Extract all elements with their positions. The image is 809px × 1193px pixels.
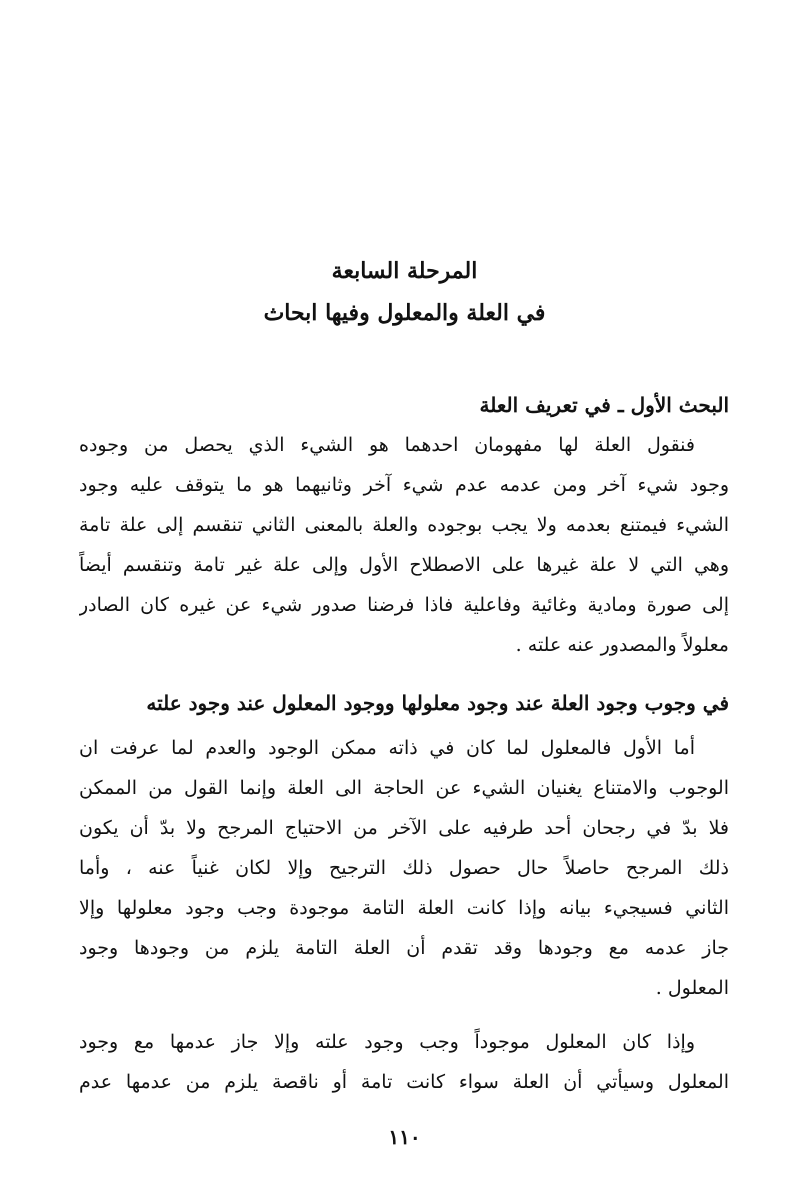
text-line: الثاني فسيجيء بيانه وإذا كانت العلة التامة موجودة وجب وجود معلولها وإلا [79, 897, 729, 919]
chapter-title-line-1: المرحلة السابعة [331, 258, 478, 284]
text-line: أما الأول فالمعلول لما كان في ذاته ممكن الوجود والعدم لما عرفت ان [79, 737, 695, 759]
text-line: فنقول العلة لها مفهومان احدهما هو الشيء الذي يحصل من وجوده [79, 434, 695, 456]
text-line: وجود شيء آخر ومن عدمه عدم شيء آخر وثانيهما هو ما يتوقف عليه وجود [79, 474, 729, 496]
text-line: فلا بدّ في رجحان أحد طرفيه على الآخر من الاحتياج المرجح ولا بدّ أن يكون [79, 817, 729, 839]
text-line: جاز عدمه مع وجودها وقد تقدم أن العلة التامة يلزم من وجودها وجود [79, 937, 729, 959]
text-line: الشيء فيمتنع بعدمه ولا يجب بوجوده والعلة بالمعنى الثاني تنقسم إلى علة تامة [79, 514, 729, 536]
text-line: معلولاً والمصدور عنه علته . [515, 634, 729, 656]
text-line: المعلول وسيأتي أن العلة سواء كانت تامة أو ناقصة يلزم من عدمها عدم [79, 1071, 729, 1093]
paragraph-effect-existence [79, 1022, 729, 1102]
text-line: المعلول . [655, 977, 729, 999]
text-line: الوجوب والامتناع يغنيان الشيء عن الحاجة الى العلة وإنما القول من الممكن [79, 777, 729, 799]
text-line: إلى صورة ومادية وغائية وفاعلية فاذا فرضنا صدور شيء عن غيره كان الصادر [79, 594, 729, 616]
section-heading-definition: البحث الأول ـ في تعريف العلة [479, 393, 729, 417]
text-line: وهي التي لا علة غيرها على الاصطلاح الأول وإلى علة غير تامة وتنقسم أيضاً [79, 554, 729, 576]
text-line: وإذا كان المعلول موجوداً وجب وجود علته وإلا جاز عدمها مع وجود [79, 1031, 695, 1053]
page-number: ١١٠ [388, 1125, 421, 1149]
paragraph-necessity [79, 728, 729, 1008]
chapter-title [0, 250, 809, 334]
chapter-title-line-2: في العلة والمعلول وفيها ابحاث [263, 300, 546, 326]
section-heading-necessity: في وجوب وجود العلة عند وجود معلولها ووجود المعلول عند وجود علته [146, 691, 729, 715]
text-line: ذلك المرجح حاصلاً حال حصول ذلك الترجيح وإلا لكان غنياً عنه ، وأما [79, 857, 729, 879]
paragraph-definition [79, 425, 729, 665]
